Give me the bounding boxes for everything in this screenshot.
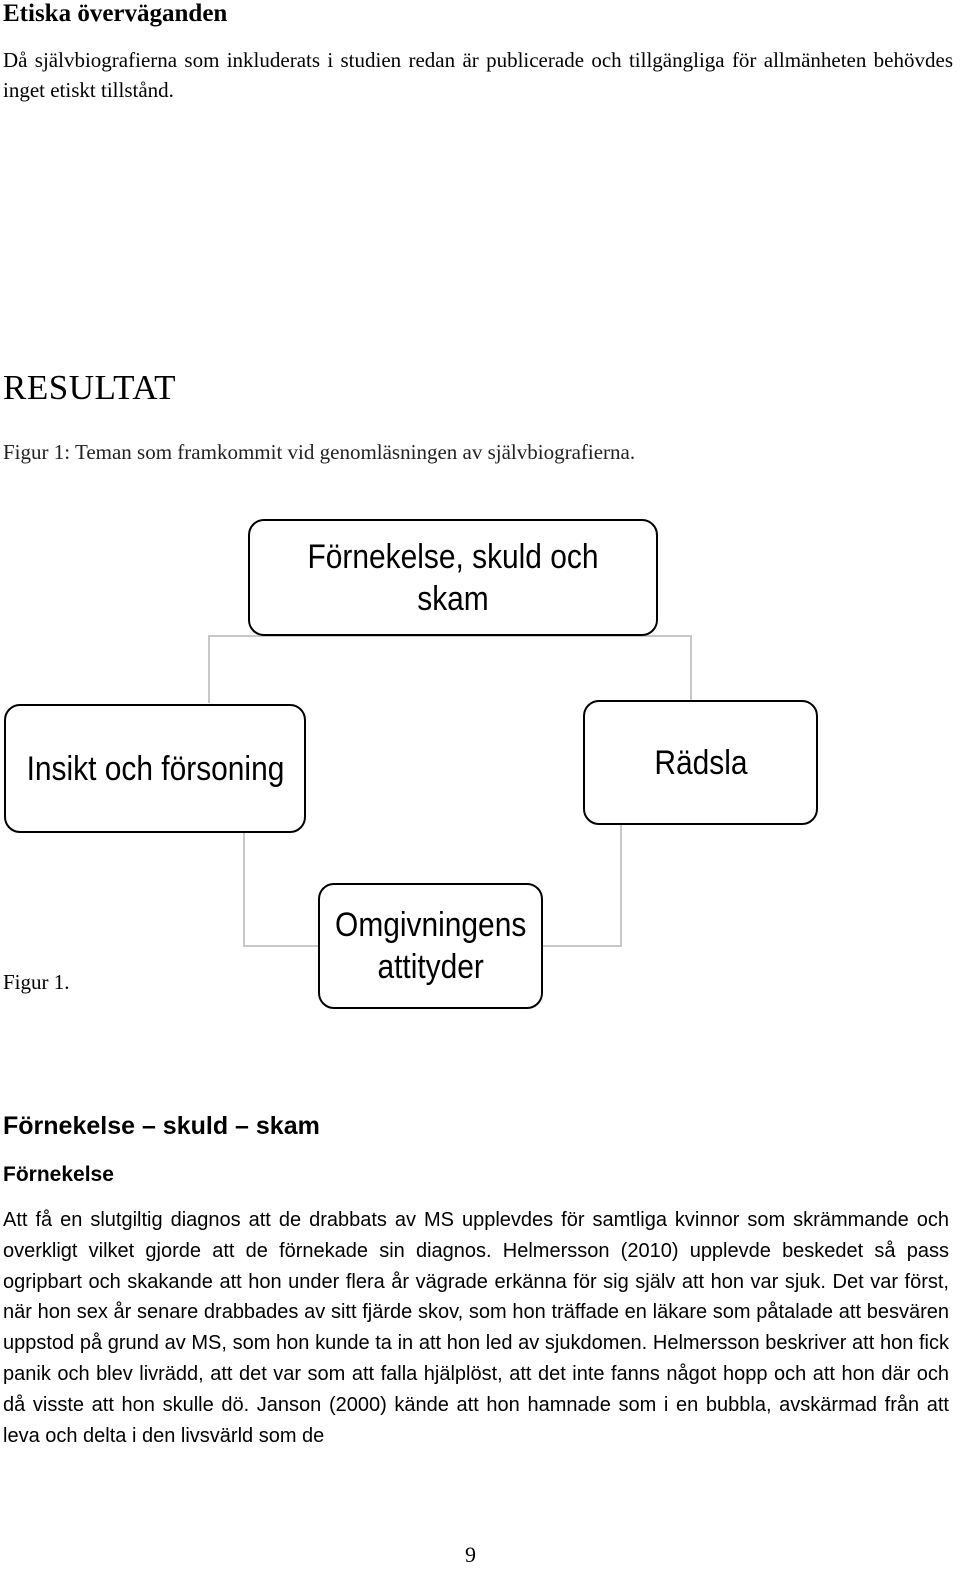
theme-label: Förnekelse, skuld och skam bbox=[307, 537, 599, 618]
ethics-paragraph: Då självbiografierna som inkluderats i studien redan är publicerade och tillgängliga för allmänheten behövdes inget etiskt tillstånd. bbox=[3, 48, 953, 102]
connector-left-bottom bbox=[244, 833, 319, 946]
theme-box-surroundings bbox=[318, 883, 543, 1009]
theme-label: Insikt och försoning bbox=[26, 749, 284, 788]
page-number: 9 bbox=[465, 1542, 476, 1567]
body-paragraph: Att få en slutgiltig diagnos att de drabbats av MS upplevdes för samtliga kvinnor som skrämmande och overkligt vilket gjorde att de förnekade sin diagnos. Helmersson (2010) upplevde beskedet så pass ogripbart och skakande att hon under flera år vägrade erkänna för sig själv att hon var sjuk. Det var först, när hon sex år senare drabbades av sitt fjärde skov, som hon träffade en läkare som påtalade att besvären uppstod på grund av MS, som hon kunde ta in att hon led av sjukdomen. Helmersson beskriver att hon fick panik och blev livrädd, att det var som att falla hjälplöst, att det inte fanns något hopp och att hon där och då visste att hon skulle dö. Janson (2000) kände att hon hamnade som i en bubbla, avskärmad från att leva och delta i den livsvärld som de bbox=[3, 1209, 949, 1447]
results-heading: RESULTAT bbox=[3, 368, 176, 407]
figure-label: Figur 1. bbox=[3, 970, 70, 994]
figure-caption: Figur 1: Teman som framkommit vid genomläsningen av självbiografierna. bbox=[3, 440, 636, 464]
subsection-heading: Förnekelse – skuld – skam bbox=[3, 1112, 320, 1140]
theme-label: Rädsla bbox=[653, 743, 748, 782]
theme-label: Omgivningens attityder bbox=[334, 906, 527, 986]
section-title: Etiska överväganden bbox=[3, 0, 228, 27]
connector-right-bottom bbox=[542, 825, 621, 946]
theme-box-denial-guilt-shame bbox=[248, 519, 658, 636]
theme-box-fear bbox=[583, 700, 818, 825]
theme-box-insight bbox=[4, 704, 306, 833]
connector-top bbox=[209, 636, 691, 703]
subsection-subheading: Förnekelse bbox=[3, 1163, 114, 1186]
